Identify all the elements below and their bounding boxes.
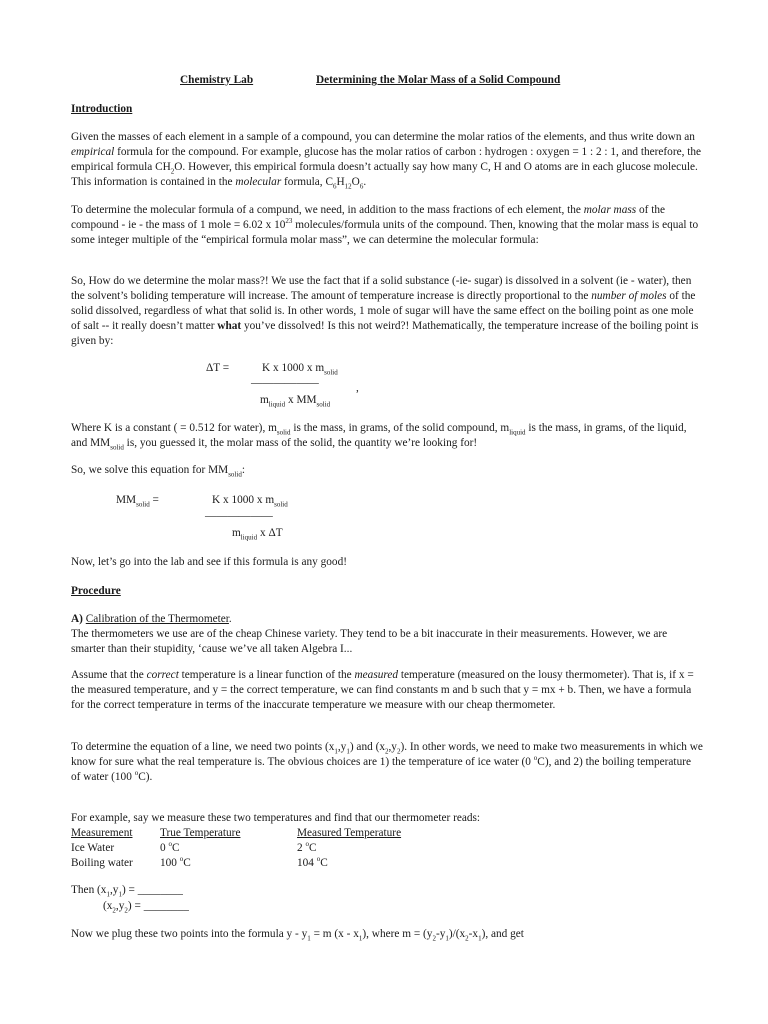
then-point-2: $(x_2,y_2)$ = ________	[103, 900, 189, 915]
equation-denominator: $m_{liquid}$ x $MM_{solid}$	[260, 394, 331, 409]
page-title: Determining the Molar Mass of a Solid Compound	[316, 74, 561, 86]
table-header: Measured Temperature	[297, 827, 402, 839]
table-row: Boiling water 100 $^o$C 104 $^o$C	[71, 855, 328, 869]
then-point-1: Then $(x_1,y_1)$ = ________	[71, 884, 183, 899]
course-label: Chemistry Lab	[180, 74, 254, 86]
procedure-paragraph-5: Now we plug these two points into the formula $y - y_1 = m$ $(x - x_1)$, where $m = (y_2-y_1)/(x_2-x_1)$, and get	[71, 928, 524, 943]
intro-paragraph-1: Given the masses of each element in a sample of a compound, you can determine the molar ratios of the elements, and thus write down an empirical formula for the compound. For example, glucose has the molar ratios of carbon : hydrogen : oxygen = 1 : 2 : 1, and therefore, the empirical formula $CH_2O$. However, this empirical formula doesn’t actually say how many C, H and O atoms are in each glucose molecule. This information is contained in the molecular formula, $C_6H_{12}O_6$.	[71, 131, 702, 191]
procedure-paragraph-4: For example, say we measure these two temperatures and find that our thermometer reads:	[71, 812, 481, 824]
intro-paragraph-3: So, How do we determine the molar mass?! We use the fact that if a solid substance (-ie- sugar) is dissolved in a solvent (ie - water), then the solvent’s boliding temperature will increase. The amount of temperature increase is directly proportional to the number of moles of the solid dissolved, regardless of what that solid is. In other words, 1 mole of sugar will have the same effect on the boiling point as one mole of salt -- it really doesn’t matter what you’ve dissolved! Is this not weird?! Mathematically, the temperature increase of the boiling point is given by:	[71, 275, 699, 347]
document-page: Chemistry Lab Determining the Molar Mass of a Solid Compound Introduction Given the masses of each element in a sample of a compound, you can determine the molar ratios of the elements, and thus write down an empirical formula for the compound. For example, glucose has the molar ratios of carbon : hydrogen : oxygen = 1 : 2 : 1, and therefore, the empirical formula $CH_2O$. However, this empirical formula doesn’t actually say how many C, H and O atoms are in each glucose molecule. This information is contained in the molecular formula, $C_6H_{12}O_6$. To determine the molecular formula of a compund, we need, in addition to the mass fractions of ech element, the molar mass of the compound - ie - the mass of 1 mole = 6.02 x $10^{23}$ molecules/formula units of the compound. Then, knowing that the molar mass is equal to some integer multiple of the “empirical formula molar mass”, we can determine the molecular formula: So, How do we determine the molar mass?! We use the fact that if a solid substance (-ie- sugar) is dissolved in a solvent (ie - water), then the solvent’s boliding temperature will increase. The amount of temperature increase is directly proportional to the number of moles of the solid dissolved, regardless of what that solid is. In other words, 1 mole of sugar will have the same effect on the boiling point as one mole of salt -- it really doesn’t matter what you’ve dissolved! Is this not weird?! Mathematically, the temperature increase of the boiling point is given by: ΔT = K x 1000 x $m_{solid}$ —————— , $m_{liquid}$ x $MM_{solid}$ Where K is a constant ( = 0.512 for water), $m_{solid}$ is the mass, in grams, of the solid compound, $m_{liquid}$ is the mass, in grams, of the liquid, and $MM_{solid}$ is, you guessed it, the molar mass of the solid, the quantity we’re looking for! So, we solve this equation for $MM_{solid}$: $MM_{solid}$ = K x 1000 x $m_{solid}$ —————— $m_{liquid}$ x ΔT Now, let’s go into the lab and see if this formula is any good! Procedure A) Calibration of the Thermometer. The thermometers we use are of the cheap Chinese variety. They tend to be a bit inaccurate in their measurements. However, we are smarter than their stupidity, ‘cause we’ve all taken Algebra I... Assume that the correct temperature is a linear function of the measured temperature (measured on the lousy thermometer). That is, if x = the measured temperature, and y = the correct temperature, we can find constants m and b such that y = mx + b. Then, we have a formula for the correct temperature in terms of the inaccurate temperature we measure with our cheap thermometer. To determine the equation of a line, we need two points $(x_1,y_1)$ and $(x_2,y_2)$. In other words, we need to make two measurements in which we know for sure what the real temperature is. The obvious choices are 1) the temperature of ice water (0 $^o$C), and 2) the boiling temperature of water (100 $^o$C). For example, say we measure these two temperatures and find that our thermometer reads: Measurement True Temperature Measured Temperature Ice Water 0 $^o$C 2 $^o$C Boiling water 100 $^o$C 104 $^o$C Then $(x_1,y_1)$ = ________ $(x_2,y_2)$ = ________ Now we plug these two points into the formula $y - y_1 = m$ $(x - x_1)$, where $m = (y_2-y_1)/(x_2-x_1)$, and get	[0, 0, 768, 1024]
intro-paragraph-2: To determine the molecular formula of a compund, we need, in addition to the mass fractions of ech element, the molar mass of the compound - ie - the mass of 1 mole = 6.02 x $10^{23}$ molecules/formula units of the compound. Then, knowing that the molar mass is equal to some integer multiple of the “empirical formula molar mass”, we can determine the molecular formula:	[71, 204, 699, 246]
equation-numerator: K x 1000 x $m_{solid}$	[262, 362, 338, 377]
table-header: Measurement	[71, 827, 133, 839]
intro-paragraph-4: Where K is a constant ( = 0.512 for water), $m_{solid}$ is the mass, in grams, of the solid compound, $m_{liquid}$ is the mass, in grams, of the liquid, and $MM_{solid}$ is, you guessed it, the molar mass of the solid, the quantity we’re looking for!	[71, 422, 687, 452]
procedure-paragraph-3: To determine the equation of a line, we need two points $(x_1,y_1)$ and $(x_2,y_2)$. In other words, we need to make two measurements in which we know for sure what the real temperature is. The obvious choices are 1) the temperature of ice water (0 $^o$C), and 2) the boiling temperature of water (100 $^o$C).	[71, 741, 703, 783]
fraction-bar: ——————	[205, 510, 273, 522]
intro-paragraph-5: So, we solve this equation for $MM_{solid}$:	[71, 464, 245, 479]
procedure-paragraph-2: Assume that the correct temperature is a linear function of the measured temperature (measured on the lousy thermometer). That is, if x = the measured temperature, and y = the correct temperature, we can find constants m and b such that y = mx + b. Then, we have a formula for the correct temperature in terms of the inaccurate temperature we measure with our cheap thermometer.	[71, 669, 694, 711]
table-row: Ice Water 0 $^o$C 2 $^o$C	[71, 840, 317, 854]
intro-paragraph-6: Now, let’s go into the lab and see if this formula is any good!	[71, 556, 347, 568]
procedure-section-a: A) Calibration of the Thermometer. The thermometers we use are of the cheap Chinese variety. They tend to be a bit inaccurate in their measurements. However, we are smarter than their stupidity, ‘cause we’ve all taken Algebra I...	[71, 613, 668, 655]
introduction-heading: Introduction	[71, 103, 133, 115]
fraction-bar: ——————	[251, 377, 319, 389]
temperature-table	[71, 826, 447, 871]
procedure-heading: Procedure	[71, 585, 121, 597]
table-header-row	[71, 826, 447, 841]
equation-numerator: K x 1000 x $m_{solid}$	[212, 494, 288, 509]
equation-denominator: $m_{liquid}$ x ΔT	[232, 527, 283, 542]
table-header: True Temperature	[160, 827, 241, 839]
